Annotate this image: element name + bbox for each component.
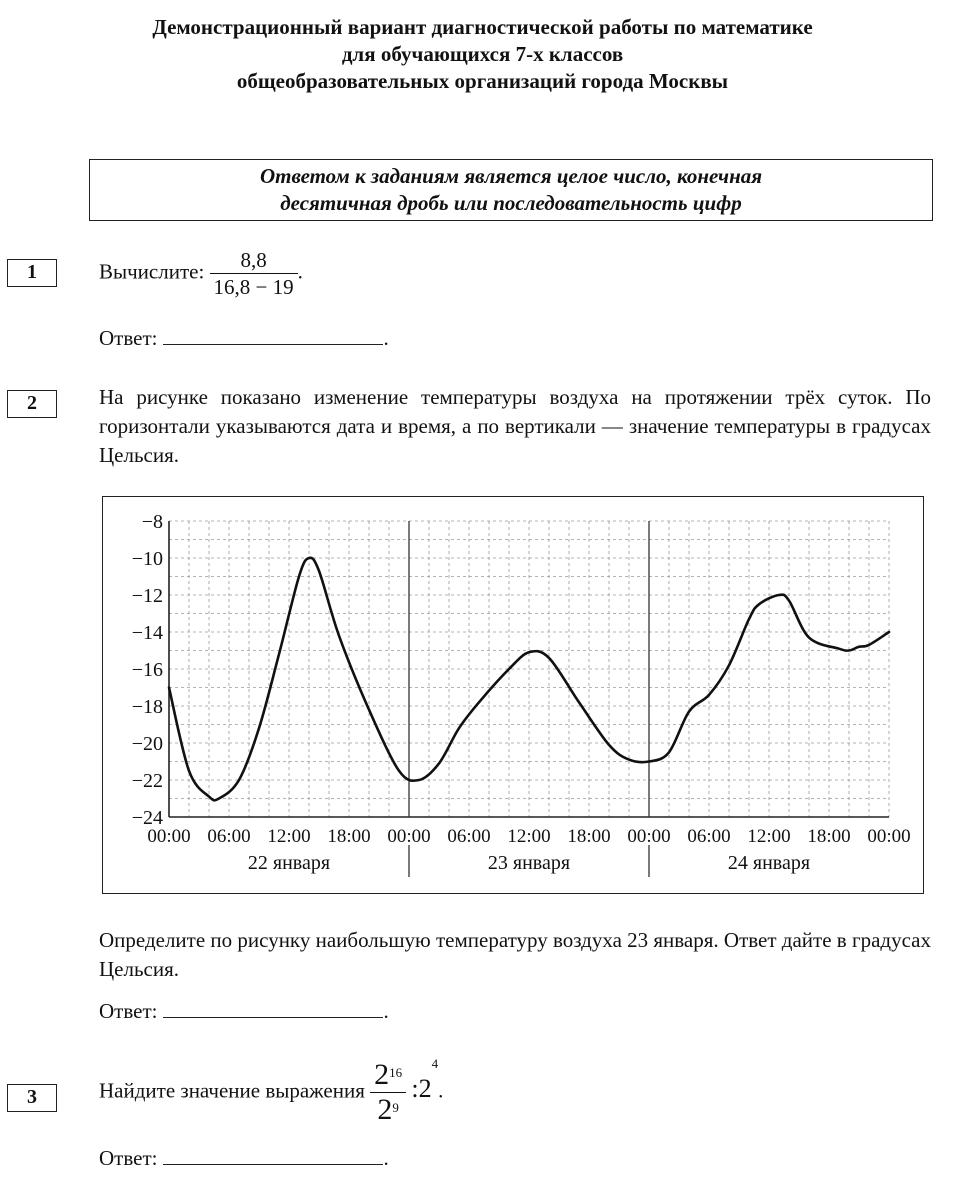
x-tick-label: 00:00: [627, 826, 671, 847]
task-3-tail: .: [438, 1078, 444, 1103]
task-1-denominator: 16,8 − 19: [210, 273, 298, 300]
task-1-tail: .: [297, 259, 303, 284]
y-tick-label: −16: [131, 659, 163, 681]
task-1-answer-end: .: [383, 326, 389, 350]
x-tick-label: 18:00: [327, 826, 371, 847]
task-3-rhs: [411, 1056, 439, 1104]
task-3-prompt: Найдите значение выражения: [99, 1078, 365, 1103]
task-3-numerator: [370, 1058, 406, 1092]
y-tick-label: −8: [141, 511, 163, 533]
task-3-rhs-exp: 4: [431, 1056, 439, 1071]
task-1-answer-line[interactable]: [163, 326, 383, 345]
day-label: 24 января: [727, 852, 811, 874]
y-tick-label: −10: [131, 548, 163, 570]
x-tick-label: 00:00: [147, 826, 191, 847]
task-3-num-exp: 16: [389, 1065, 403, 1080]
title-line-2: для обучающихся 7-х классов: [341, 42, 624, 66]
y-tick-label: −24: [131, 807, 163, 829]
task-3-answer-label: Ответ:: [99, 1146, 158, 1170]
task-1-prompt: Вычислите:: [99, 259, 205, 284]
document-title: [0, 14, 965, 95]
task-3-answer: [99, 1146, 389, 1171]
x-tick-label: 06:00: [447, 826, 491, 847]
title-line-3: общеобразовательных организаций города Москвы: [236, 69, 729, 93]
task-1-statement: [99, 247, 303, 300]
task-2-answer: [99, 999, 389, 1024]
task-2-answer-end: .: [383, 999, 389, 1023]
x-tick-label: 06:00: [207, 826, 251, 847]
task-1-answer-label: Ответ:: [99, 326, 158, 350]
y-tick-label: −12: [131, 585, 163, 607]
task-3-den-exp: 9: [392, 1100, 399, 1115]
task-3-fraction: [370, 1058, 406, 1127]
task-3-answer-end: .: [383, 1146, 389, 1170]
task-3-rhs-base: 2: [418, 1074, 432, 1104]
task-2-text: На рисунке показано изменение температуры воздуха на протяжении трёх суток. По горизонтали указываются дата и время, а по вертикали — значение температуры в градусах Цельсия.: [99, 385, 931, 467]
y-tick-label: −14: [131, 622, 163, 644]
notice-line-2: десятичная дробь или последовательность цифр: [280, 191, 742, 215]
task-number-3: 3: [7, 1084, 57, 1112]
day-label: 22 января: [247, 852, 331, 874]
y-tick-label: −20: [131, 733, 163, 755]
x-tick-label: 12:00: [267, 826, 311, 847]
temperature-chart: [102, 496, 924, 894]
x-tick-label: 12:00: [507, 826, 551, 847]
temperature-chart-svg: [103, 497, 923, 893]
task-1-numerator: 8,8: [240, 248, 267, 272]
x-tick-label: 00:00: [867, 826, 911, 847]
task-2-question: Определите по рисунку наибольшую температуру воздуха 23 января. Ответ дайте в градусах Цельсия.: [99, 928, 931, 981]
task-3-answer-line[interactable]: [163, 1146, 383, 1165]
x-tick-label: 18:00: [567, 826, 611, 847]
title-line-1: Демонстрационный вариант диагностической работы по математике: [152, 15, 813, 39]
answer-format-notice: [89, 159, 933, 221]
task-3-denominator: [370, 1092, 406, 1127]
y-tick-label: −18: [131, 696, 163, 718]
task-2-answer-label: Ответ:: [99, 999, 158, 1023]
x-tick-label: 06:00: [687, 826, 731, 847]
task-number-1: 1: [7, 259, 57, 287]
task-3-statement: [99, 1058, 443, 1127]
task-2-answer-line[interactable]: [163, 999, 383, 1018]
task-number-2: 2: [7, 390, 57, 418]
x-tick-label: 12:00: [747, 826, 791, 847]
notice-line-1: Ответом к заданиям является целое число, конечная: [259, 164, 763, 188]
y-tick-label: −22: [131, 770, 163, 792]
task-1-fraction: [210, 247, 298, 300]
day-label: 23 января: [487, 852, 571, 874]
x-tick-label: 00:00: [387, 826, 431, 847]
task-3-operator: :: [411, 1074, 419, 1104]
task-3-den-base: 2: [377, 1093, 393, 1126]
task-3-num-base: 2: [374, 1058, 390, 1091]
task-1-answer: [99, 326, 389, 351]
x-tick-label: 18:00: [807, 826, 851, 847]
